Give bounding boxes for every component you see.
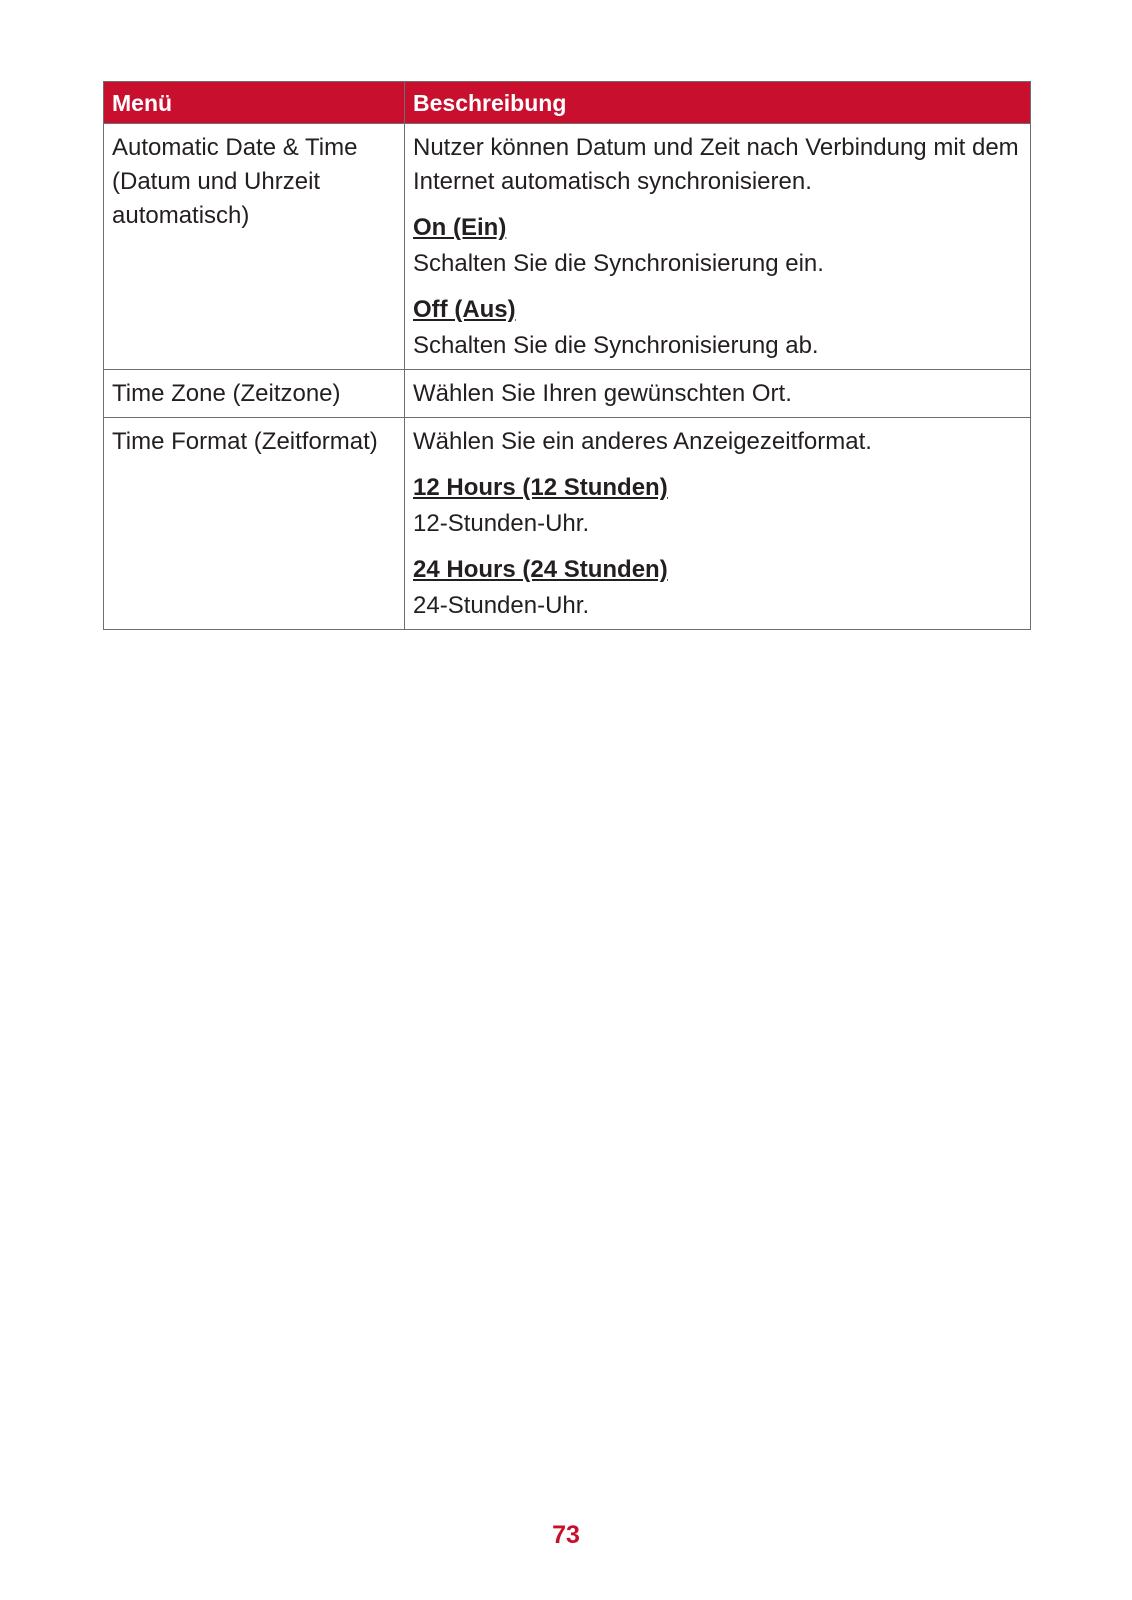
option-title-off: Off (Aus)	[413, 296, 516, 323]
description-cell	[405, 370, 1031, 418]
option-title-on: On (Ein)	[413, 214, 507, 241]
menu-description-table	[103, 81, 1031, 630]
description-text: Wählen Sie Ihren gewünschten Ort.	[413, 380, 792, 407]
menu-cell	[104, 370, 405, 418]
page-number: 73	[552, 1521, 580, 1549]
description-text: Wählen Sie ein anderes Anzeigezeitformat.	[413, 428, 872, 455]
description-text: Nutzer können Datum und Zeit nach Verbindung mit dem Internet automatisch synchronisieren.	[413, 134, 1019, 195]
option-title-12-hours: 12 Hours (12 Stunden)	[413, 474, 668, 501]
table-row-automatic-date-time	[104, 124, 1031, 370]
menu-item-label: Time Zone (Zeitzone)	[112, 380, 341, 407]
menu-item-label: Automatic Date & Time (Datum und Uhrzeit automatisch)	[112, 134, 358, 229]
option-desc-24-hours: 24-Stunden-Uhr.	[413, 592, 590, 619]
menu-column-header: Menü	[104, 82, 405, 124]
option-title-24-hours: 24 Hours (24 Stunden)	[413, 556, 668, 583]
menu-item-label: Time Format (Zeitformat)	[112, 428, 378, 455]
table-row-time-zone	[104, 370, 1031, 418]
table-header-row	[104, 82, 1031, 124]
menu-cell	[104, 124, 405, 370]
option-desc-on: Schalten Sie die Synchronisierung ein.	[413, 250, 824, 277]
option-desc-12-hours: 12-Stunden-Uhr.	[413, 510, 590, 537]
table-row-time-format	[104, 418, 1031, 630]
option-desc-off: Schalten Sie die Synchronisierung ab.	[413, 332, 819, 359]
description-cell	[405, 124, 1031, 370]
description-column-header: Beschreibung	[405, 82, 1031, 124]
menu-cell	[104, 418, 405, 630]
description-cell	[405, 418, 1031, 630]
